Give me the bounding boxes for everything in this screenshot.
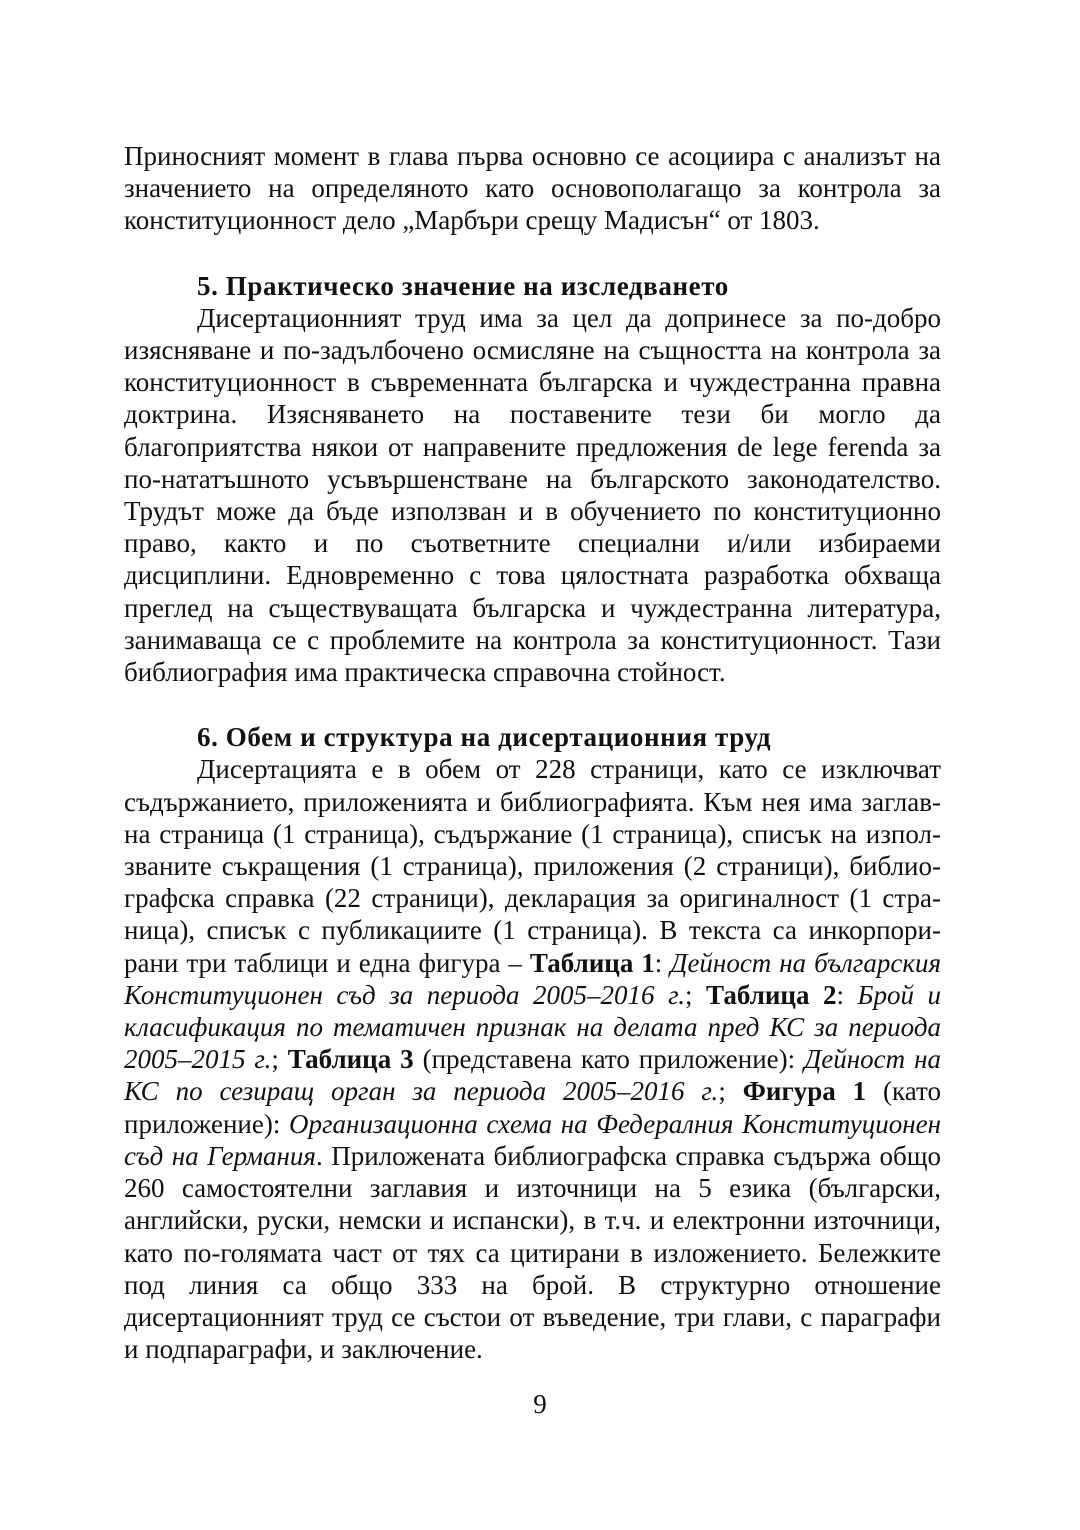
table-1-title: Дейност на българския Конституционен съд за периода 2005–2016 г. [124, 947, 942, 1010]
section-6-heading: 6. Обем и структура на дисертационния труд [197, 722, 772, 753]
table-1-label: Таблица 1 [529, 947, 655, 978]
figure-1-note: (като приложение): [124, 1076, 941, 1139]
figure-1-title: Организационна схема на Федералния Конституционен съд на Германия [124, 1108, 942, 1171]
table-3-title: Дейност на КС по сезиращ орган за периода 2005–2016 г. [124, 1044, 941, 1107]
table-2-title: Брой и класификация по тематичен признак на делата пред КС за периода 2005–2015 г. [124, 979, 941, 1075]
table-3-note: (представена като приложение): [413, 1044, 805, 1075]
paragraph-contribution: Приносният момент в глава първа основно се асоциира с анализът на значението на определяното като основополагащо за контрола за конституционност дело „Марбъри срещу Мадисън“ от 1803. [124, 141, 941, 236]
spacer [124, 688, 941, 721]
section-5-heading: 5. Практическо значение на изследването [197, 270, 729, 301]
figure-1-label: Фигура 1 [742, 1076, 867, 1107]
table-3-label: Таблица 3 [287, 1044, 414, 1075]
page-content [124, 140, 941, 1365]
section-6-text-intro: Дисертацията е в обем от 228 страници, като се изключват съдържанието, приложенията и библиографията. Към нея има заглавна страница (1 страница), съдържание (1 страница), списък на използваните съкращения (1 страница), приложения (2 страници), библиографска справка (22 страници), декларация за оригиналност (1 страница), списък с публикациите (1 страница). В текста са инкорпорирани три таблици и една фигура – [124, 754, 941, 978]
page-number: 9 [533, 1389, 547, 1419]
section-6-body: Дисертацията е в обем от 228 страници, като се изключват съдържанието, приложенията и библиографията. Към нея има заглавна страница (1 страница), съдържание (1 страница), списък на използваните съкращения (1 страница), приложения (2 страници), библиографска справка (22 страници), декларация за оригиналност (1 страница), списък с публикациите (1 страница). В текста са инкорпорирани три таблици и една фигура – Таблица 1: Дейност на българския Конституционен съд за периода 2005–2016 г.; Таблица 2: Брой и класификация по тематичен признак на делата пред КС за периода 2005–2015 г.; Таблица 3 (представена като приложение): Дейност на КС по сезиращ орган за периода 2005–2016 г.; Фигура 1 (като приложение): Организационна схема на Федералния Конституционен съд на Германия. Приложената библиографска справка съдържа общо 260 самостоятелни заглавия и източници на 5 езика (български, английски, руски, немски и испански), в т.ч. и електронни източници, като по-голямата част от тях са цитирани в изложението. Бележките под линия са общо 333 на брой. В структурно отношение дисертационният труд се състои от въведение, три глави, с параграфи и подпараграфи, и заключение. [124, 754, 942, 1365]
section-6-text-rest: . Приложената библиографска справка съдържа общо 260 самостоятелни заглавия и източници на 5 езика (български, английски, руски, немски и испански), в т.ч. и електронни източници, като по-голямата част от тях са цитирани в изложението. Бележките под линия са общо 333 на брой. В структурно отношение дисертационният труд се състои от въведение, три глави, с параграфи и подпараграфи, и заключение. [124, 1140, 942, 1365]
table-2-label: Таблица 2 [706, 979, 837, 1010]
spacer [124, 237, 941, 270]
section-5-body: Дисертационният труд има за цел да допринесе за по-добро изясняване и по-задълбочено осмисляне на същността на контрола за конституционност в съвременната българска и чуждестранна правна доктрина. Изясняването на поставените тези би могло да благоприятства някои от направените предложения de lege ferenda за по-нататъшното усъвършенстване на българското законодателство. Трудът може да бъде използван и в обучението по конституционно право, както и по съответните специални и/или избираеми дисциплини. Едновременно с това цялостната разработка обхваща преглед на съществуващата българска и чуждестранна литература, занимаваща се с проблемите на контрола за конституционност. Тази библиография има практическа справочна стойност. [124, 302, 941, 688]
